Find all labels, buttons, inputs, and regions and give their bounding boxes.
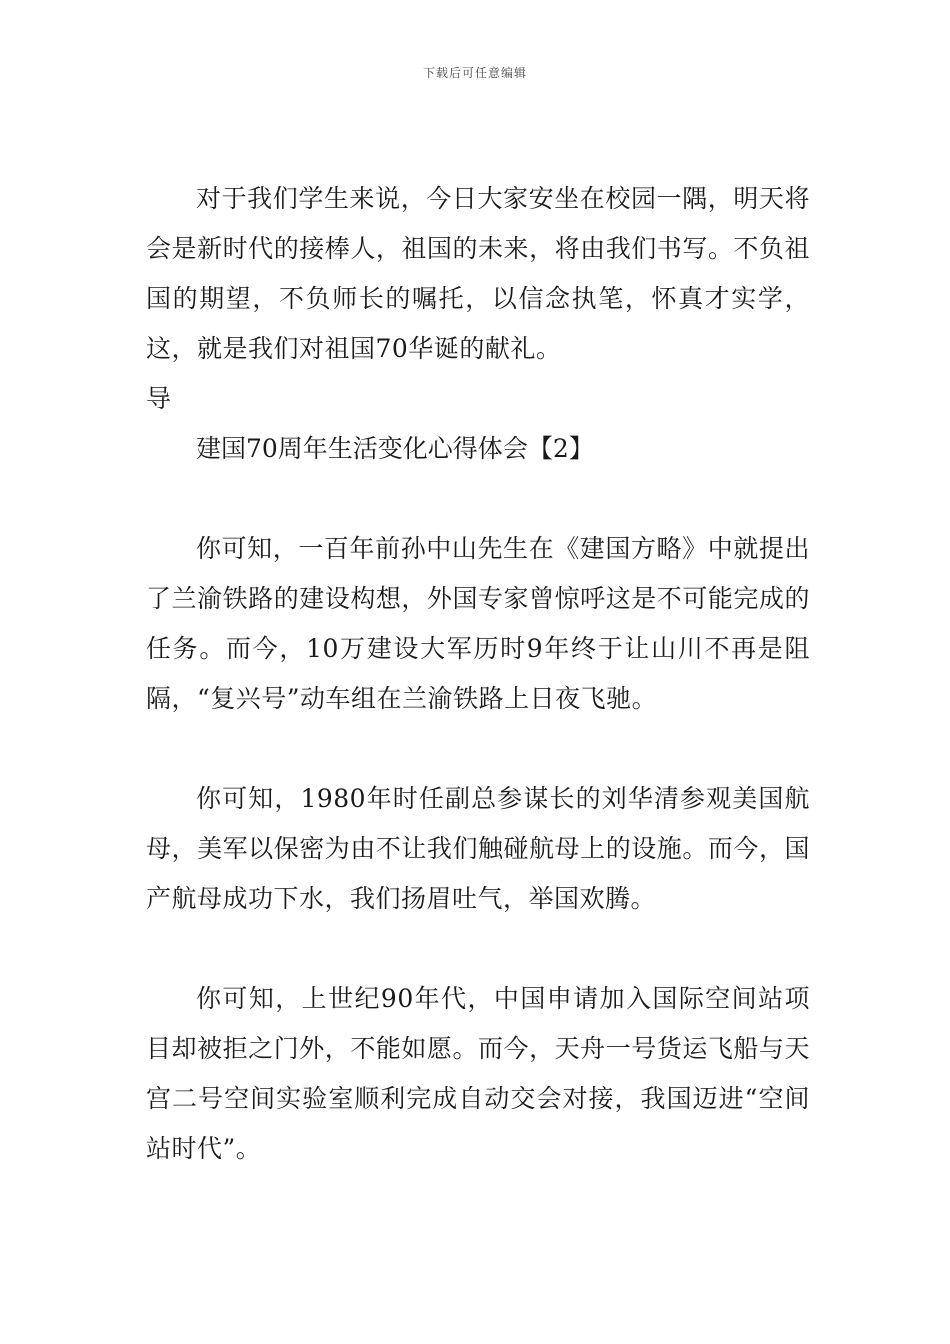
paragraph-students: 对于我们学生来说，今日大家安坐在校园一隅，明天将会是新时代的接棒人，祖国的未来，将由我们书写。不负祖国的期望，不负师长的嘱托，以信念执笔，怀真才实学，这，就是我们对祖国70华诞的献礼。 [146, 184, 810, 363]
paragraph-aircraft-carrier: 你可知，1980年时任副总参谋长的刘华清参观美国航母，美军以保密为由不让我们触碰航母上的设施。而今，国产航母成功下水，我们扬眉吐气，举国欢腾。 [146, 784, 810, 913]
section-heading: 建国70周年生活变化心得体会【2】 [196, 434, 594, 463]
paragraph-space-station: 你可知，上世纪90年代，中国申请加入国际空间站项目却被拒之门外，不能如愿。而今，天舟一号货运飞船与天宫二号空间实验室顺利完成自动交会对接，我国迈进“空间站时代”。 [146, 984, 810, 1163]
paragraph-railway: 你可知，一百年前孙中山先生在《建国方略》中就提出了兰渝铁路的建设构想，外国专家曾惊呼这是不可能完成的任务。而今，10万建设大军历时9年终于让山川不再是阻隔，“复兴号”动车组在兰渝铁路上日夜飞驰。 [146, 534, 810, 713]
text-fragment: 导 [146, 384, 172, 413]
header-note: 下载后可任意编辑 [422, 66, 527, 80]
